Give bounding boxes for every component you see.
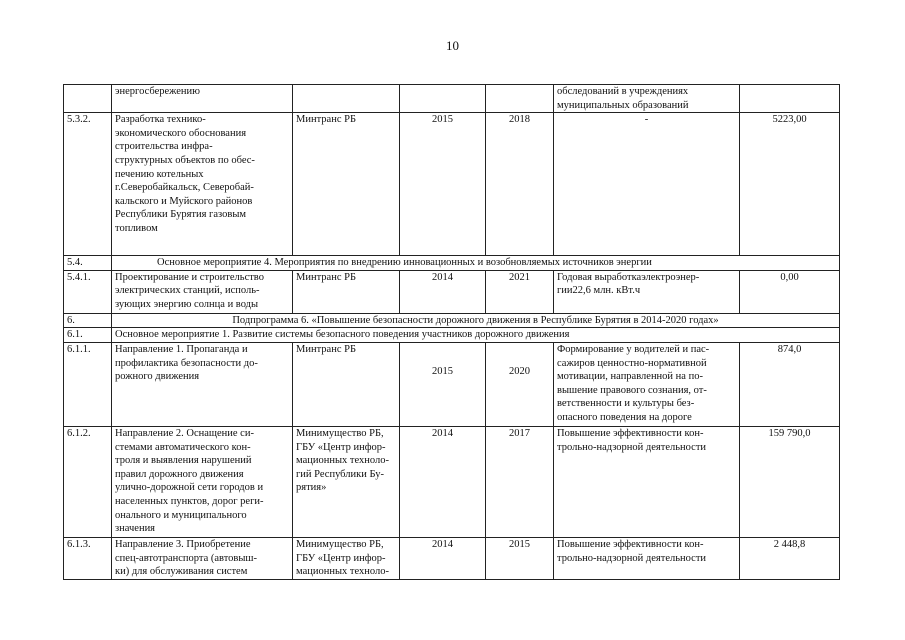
start-year-cell: 2015 — [400, 342, 486, 426]
section-number-cell: 5.4. — [64, 256, 112, 271]
end-year-cell: 2018 — [486, 113, 554, 256]
executor-cell: Минимущество РБ, ГБУ «Центр инфор- мационных техноло- гий Республики Бу- рятия» — [293, 426, 400, 537]
start-year-cell — [400, 85, 486, 113]
executor-cell: Минтранс РБ — [293, 270, 400, 313]
end-year-cell: 2020 — [486, 342, 554, 426]
activity-name-cell: энергосбережению — [112, 85, 293, 113]
expected-result-cell: Повышение эффективности кон- трольно-надзорной деятельности — [554, 426, 740, 537]
section-row — [64, 256, 840, 271]
section-number-cell: 6. — [64, 313, 112, 328]
table-row — [64, 270, 840, 313]
table-row — [64, 85, 840, 113]
section-row — [64, 313, 840, 328]
section-number-cell: 6.1. — [64, 328, 112, 343]
section-title-cell: Подпрограмма 6. «Повышение безопасности дорожного движения в Республике Бурятия в 2014-2020 годах» — [112, 313, 840, 328]
funding-cell: 874,0 — [740, 342, 840, 426]
executor-cell: Минтранс РБ — [293, 342, 400, 426]
end-year-cell — [486, 85, 554, 113]
executor-cell: Минтранс РБ — [293, 113, 400, 256]
expected-result-cell: Формирование у водителей и пас- сажиров ценностно-нормативной мотивации, направленной на по- вышение правового сознания, от- ветственности и культуры без- опасного поведения на дороге — [554, 342, 740, 426]
executor-cell — [293, 85, 400, 113]
row-number-cell: 5.3.2. — [64, 113, 112, 256]
funding-cell: 2 448,8 — [740, 537, 840, 579]
start-year-cell: 2014 — [400, 537, 486, 579]
row-number-cell: 6.1.3. — [64, 537, 112, 579]
expected-result-cell: Повышение эффективности кон- трольно-надзорной деятельности — [554, 537, 740, 579]
program-activities-table — [63, 84, 840, 580]
end-year-cell: 2017 — [486, 426, 554, 537]
section-title-cell: Основное мероприятие 1. Развитие системы безопасного поведения участников дорожного движения — [112, 328, 840, 343]
start-year-cell: 2014 — [400, 270, 486, 313]
section-row — [64, 328, 840, 343]
expected-result-cell: обследований в учреждениях муниципальных образований — [554, 85, 740, 113]
page-number: 10 — [446, 38, 459, 53]
activity-name-cell: Направление 2. Оснащение си- стемами автоматического кон- троля и выявления нарушений правил дорожного движения улично-дорожной сети городов и населенных пунктов, дорог реги- онального и муниципального значения — [112, 426, 293, 537]
row-number-cell: 5.4.1. — [64, 270, 112, 313]
funding-cell — [740, 85, 840, 113]
funding-cell: 0,00 — [740, 270, 840, 313]
expected-result-cell: - — [554, 113, 740, 256]
row-number-cell: 6.1.2. — [64, 426, 112, 537]
end-year-cell: 2021 — [486, 270, 554, 313]
activity-name-cell: Проектирование и строительство электрических станций, исполь- зующих энергию солнца и воды — [112, 270, 293, 313]
table-row — [64, 537, 840, 579]
section-title-cell: Основное мероприятие 4. Мероприятия по внедрению инновационных и возобновляемых источников энергии — [112, 256, 840, 271]
row-number-cell — [64, 85, 112, 113]
activity-name-cell: Разработка технико- экономического обоснования строительства инфра- структурных объектов по обес- печению котельных г.Северобайкальск, Северобай- кальского и Муйского районов Республики Бурятия газовым топливом — [112, 113, 293, 256]
activity-name-cell: Направление 3. Приобретение спец-автотранспорта (автовыш- ки) для обслуживания систем — [112, 537, 293, 579]
start-year-cell: 2015 — [400, 113, 486, 256]
table-row — [64, 426, 840, 537]
table-row — [64, 342, 840, 426]
funding-cell: 5223,00 — [740, 113, 840, 256]
executor-cell: Минимущество РБ, ГБУ «Центр инфор- мационных техноло- — [293, 537, 400, 579]
start-year-cell: 2014 — [400, 426, 486, 537]
table-row — [64, 113, 840, 256]
end-year-cell: 2015 — [486, 537, 554, 579]
row-number-cell: 6.1.1. — [64, 342, 112, 426]
expected-result-cell: Годовая выработкаэлектроэнер- гии22,6 млн. кВт.ч — [554, 270, 740, 313]
activity-name-cell: Направление 1. Пропаганда и профилактика безопасности до- рожного движения — [112, 342, 293, 426]
funding-cell: 159 790,0 — [740, 426, 840, 537]
